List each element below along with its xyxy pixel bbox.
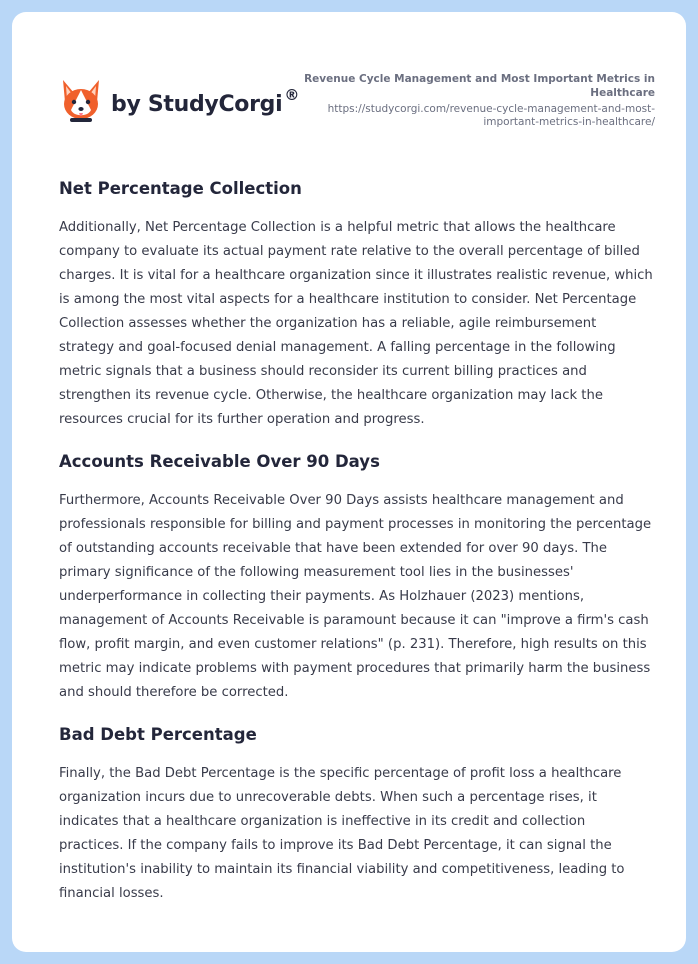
page-header xyxy=(59,72,655,142)
brand-name: by StudyCorgi ® xyxy=(111,85,300,117)
section-paragraph: Finally, the Bad Debt Percentage is the specific percentage of profit loss a healthcare organization incurs due to unrecoverable debts. When such a percentage rises, it indicates that a healthcare organization is ineffective in its credit and collection practices. If the company fails to improve its Bad Debt Percentage, it can signal the institution's inability to maintain its financial viability and competitiveness, leading to financial losses. xyxy=(59,766,625,901)
document-page xyxy=(12,12,686,952)
section-heading: Bad Debt Percentage xyxy=(59,725,257,744)
section-paragraph: Additionally, Net Percentage Collection is a helpful metric that allows the healthcare company to evaluate its actual payment rate relative to the overall percentage of billed charges. It is vital for a healthcare organization since it illustrates realistic revenue, which is among the most vital aspects for a healthcare institution to consider. Net Percentage Collection assesses whether the organization has a reliable, agile reimbursement strategy and goal-focused denial management. A falling percentage in the following metric signals that a business should reconsider its current billing practices and strengthen its revenue cycle. Otherwise, the healthcare organization may lack the resources crucial for its further operation and progress. xyxy=(59,220,653,427)
registered-mark: ® xyxy=(284,85,300,104)
studycorgi-logo[interactable] xyxy=(59,76,299,126)
section-heading: Accounts Receivable Over 90 Days xyxy=(59,452,380,471)
section-heading: Net Percentage Collection xyxy=(59,179,302,198)
document-title: Revenue Cycle Management and Most Important Metrics in Healthcare xyxy=(304,73,655,99)
corgi-logo-icon xyxy=(59,78,103,124)
section-paragraph: Furthermore, Accounts Receivable Over 90 Days assists healthcare management and professionals responsible for billing and payment processes in monitoring the percentage of outstanding accounts receivable that have been extended for over 90 days. The primary significance of the following measurement tool lies in the businesses' underperformance in collecting their payments. As Holzhauer (2023) mentions, management of Accounts Receivable is paramount because it can "improve a firm's cash flow, profit margin, and even customer relations" (p. 231). Therefore, high results on this metric may indicate problems with payment procedures that primarily harm the business and should therefore be corrected. xyxy=(59,493,652,700)
document-body xyxy=(59,175,653,906)
document-url[interactable]: https://studycorgi.com/revenue-cycle-management-and-most-important-metrics-in-healthcare/ xyxy=(327,103,655,128)
document-meta xyxy=(295,72,655,129)
